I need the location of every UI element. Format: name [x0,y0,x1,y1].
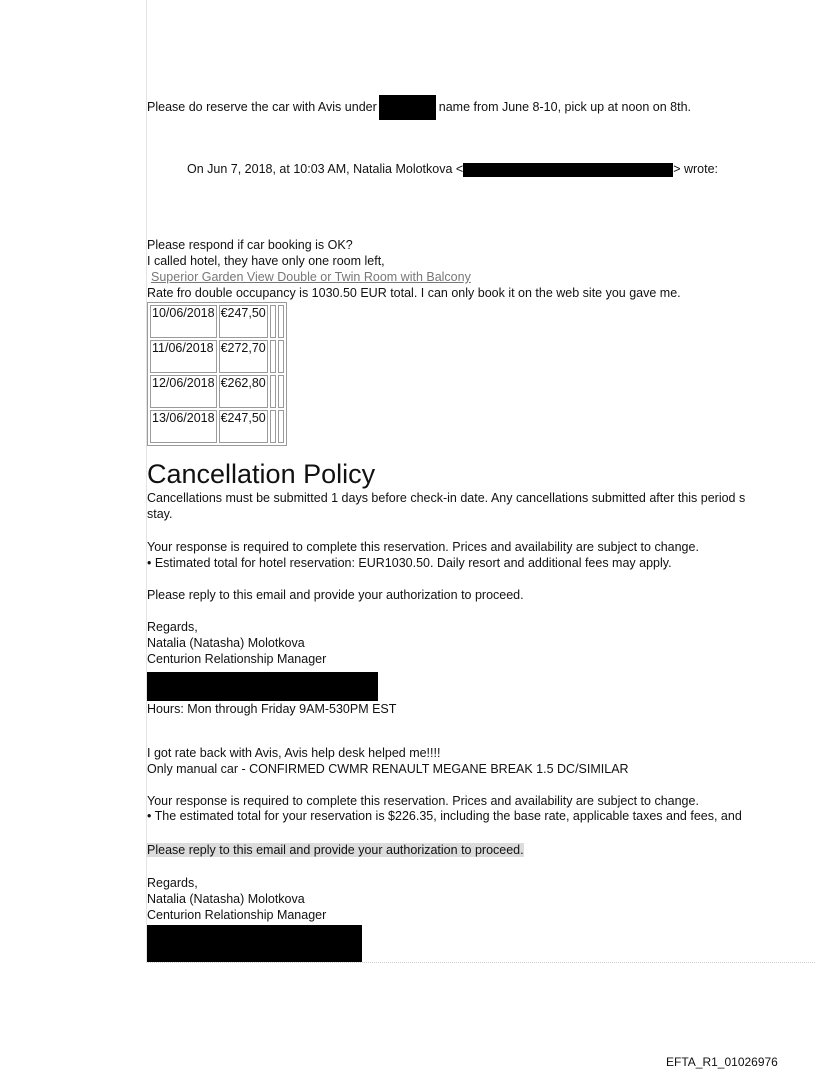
car-reply-request [147,843,524,858]
redacted-name [379,95,436,120]
empty-cell [270,305,276,338]
car-manual-confirmed: Only manual car - CONFIRMED CWMR RENAULT MEGANE BREAK 1.5 DC/SIMILAR [147,762,629,776]
table-row [150,410,284,443]
signature-redaction-2 [147,925,362,962]
date-cell: 12/06/2018 [150,375,217,408]
quoted-header-end: > wrote: [673,162,719,176]
car-reply-highlight: Please reply to this email and provide your authorization to proceed. [147,843,524,857]
table-row [150,305,284,338]
redacted-contact-block [147,925,362,962]
car-signature-title: Centurion Relationship Manager [147,908,327,922]
empty-cell [278,375,284,408]
email-body [146,0,816,963]
empty-cell [270,410,276,443]
price-cell: €272,70 [219,340,268,373]
date-cell: 13/06/2018 [150,410,217,443]
empty-cell [270,375,276,408]
car-estimate-bullet: • The estimated total for your reservation is $226.35, including the base rate, applicable taxes and fees, and [147,809,742,823]
hours-line: Hours: Mon through Friday 9AM-530PM EST [147,702,397,716]
redacted-email-address [463,163,673,177]
quoted-header [187,162,718,177]
car-signature-name: Natalia (Natasha) Molotkova [147,892,305,906]
hotel-signature-name: Natalia (Natasha) Molotkova [147,636,305,650]
car-response-required: Your response is required to complete this reservation. Prices and availability are subject to change. [147,794,699,808]
cancellation-heading: Cancellation Policy [147,459,376,489]
signature-redaction-1 [147,672,378,701]
document-id: EFTA_R1_01026976 [666,1055,778,1069]
empty-cell [278,305,284,338]
hotel-regards: Regards, [147,620,198,634]
quoted-header-start: On Jun 7, 2018, at 10:03 AM, Natalia Molotkova < [187,162,464,176]
empty-cell [270,340,276,373]
empty-cell [278,340,284,373]
cancellation-line-2: stay. [147,507,173,521]
redacted-contact-info [147,672,378,701]
hotel-reply-request: Please reply to this email and provide your authorization to proceed. [147,588,524,602]
reserve-car-line [147,95,691,120]
hotel-signature-title: Centurion Relationship Manager [147,652,327,666]
empty-cell [278,410,284,443]
rate-line: Rate fro double occupancy is 1030.50 EUR total. I can only book it on the web site you gave me. [147,286,681,300]
hotel-estimate-bullet: • Estimated total for hotel reservation: EUR1030.50. Daily resort and additional fees may apply. [147,556,672,570]
rates-table [147,302,287,446]
price-cell: €247,50 [219,305,268,338]
reserve-text-start: Please do reserve the car with Avis under [147,99,377,114]
price-cell: €247,50 [219,410,268,443]
table-row [150,340,284,373]
respond-line: Please respond if car booking is OK? [147,238,353,252]
date-cell: 10/06/2018 [150,305,217,338]
cancellation-line-1: Cancellations must be submitted 1 days before check-in date. Any cancellations submitted after this period s [147,491,746,505]
room-link-text[interactable]: Superior Garden View Double or Twin Room with Balcony [151,270,471,284]
date-cell: 11/06/2018 [150,340,217,373]
car-rate-back: I got rate back with Avis, Avis help desk helped me!!!! [147,746,441,760]
table-row [150,375,284,408]
room-link[interactable] [151,270,471,285]
hotel-response-required: Your response is required to complete this reservation. Prices and availability are subject to change. [147,540,699,554]
reserve-text-end: name from June 8-10, pick up at noon on 8th. [438,99,692,114]
car-regards: Regards, [147,876,198,890]
price-cell: €262,80 [219,375,268,408]
called-hotel-line: I called hotel, they have only one room left, [147,254,385,268]
